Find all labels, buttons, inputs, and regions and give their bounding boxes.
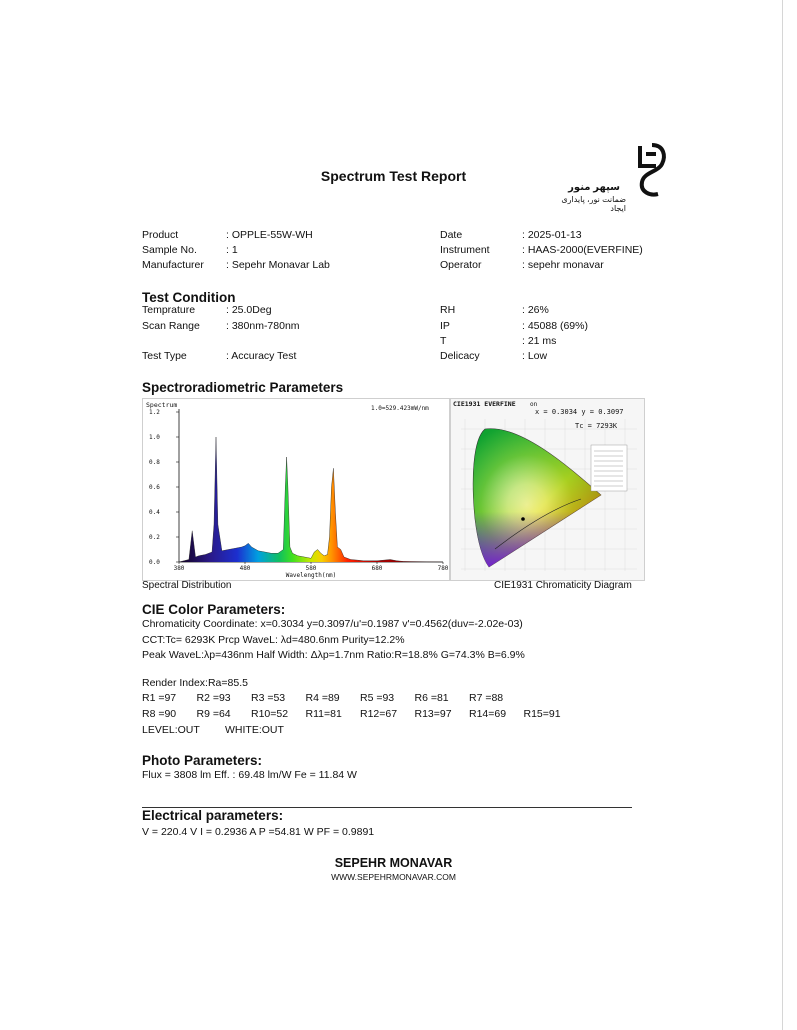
logo-text-secondary: ضمانت نور، پایداری ایجاد xyxy=(561,195,626,213)
cct-line: CCT:Tc= 6293K Prcp WaveL: λd=480.6nm Purity=12.2% xyxy=(142,634,405,646)
info-label: Date xyxy=(440,229,463,241)
spectro-heading: Spectroradiometric Parameters xyxy=(142,380,344,395)
photo-params-line: Flux = 3808 lm Eff. : 69.48 lm/W Fe = 11.84 W xyxy=(142,769,357,781)
x-tick-label: 680 xyxy=(371,565,383,572)
render-index-value: R14=69 xyxy=(469,708,507,720)
y-tick-label: 0.0 xyxy=(149,559,160,566)
chart-title: Spectrum xyxy=(146,401,178,409)
cie-header-suffix: on xyxy=(530,401,538,408)
render-index-value: R9 =64 xyxy=(196,708,231,720)
render-index-value: R5 =93 xyxy=(360,692,395,704)
info-value: : Accuracy Test xyxy=(226,350,297,362)
y-tick-label: 0.6 xyxy=(149,484,160,491)
info-value: : Low xyxy=(522,350,548,362)
render-index-value: R11=81 xyxy=(305,708,342,720)
cie-chromaticity-diagram xyxy=(450,398,645,581)
chromaticity-coordinate-line: Chromaticity Coordinate: x=0.3034 y=0.3097/u'=0.1987 v'=0.4562(duv=-2.02e-03) xyxy=(142,618,523,630)
info-value: : HAAS-2000(EVERFINE) xyxy=(522,244,643,256)
cie-legend-box xyxy=(591,445,627,491)
info-value: : 2025-01-13 xyxy=(522,229,582,241)
y-tick-labels xyxy=(149,409,179,566)
render-index-value: R12=67 xyxy=(360,708,398,720)
render-index-line: Render Index:Ra=85.5 xyxy=(142,677,248,689)
x-axis-label: Wavelength(nm) xyxy=(285,572,337,579)
company-logo xyxy=(546,140,670,213)
info-label: RH xyxy=(440,304,456,316)
info-label: Scan Range xyxy=(142,320,200,332)
chart-annotation: 1.0=529.423mW/nm xyxy=(371,405,429,412)
render-index-value: R8 =90 xyxy=(142,708,177,720)
info-label: Temprature xyxy=(142,304,196,316)
info-value: : 26% xyxy=(522,304,549,316)
info-value: : 380nm-780nm xyxy=(226,320,300,332)
info-label: Test Type xyxy=(142,350,187,362)
render-index-value: R13=97 xyxy=(414,708,452,720)
cie-diagram-plot xyxy=(451,399,644,580)
render-index-value: R2 =93 xyxy=(196,692,231,704)
render-index-value: R1 =97 xyxy=(142,692,177,704)
electrical-params-heading: Electrical parameters: xyxy=(142,808,284,823)
logo-emblem-icon xyxy=(634,142,668,198)
chromaticity-point xyxy=(521,517,525,521)
x-tick-label: 480 xyxy=(239,565,251,572)
y-tick-label: 0.4 xyxy=(149,509,160,516)
x-tick-label: 580 xyxy=(305,565,317,572)
info-value: : sepehr monavar xyxy=(522,259,604,271)
test-condition-heading: Test Condition xyxy=(142,290,236,305)
render-index-value: R15=91 xyxy=(523,708,561,720)
info-value: : 45088 (69%) xyxy=(522,320,588,332)
level-status: LEVEL:OUT xyxy=(142,724,200,736)
cie-coordinate-readout: x = 0.3034 y = 0.3097 xyxy=(535,408,624,416)
info-label: IP xyxy=(440,320,450,332)
render-index-value: R3 =53 xyxy=(251,692,286,704)
logo-text-primary: سپهر منور xyxy=(568,182,620,193)
render-index-value: R4 =89 xyxy=(305,692,340,704)
cie-diagram-caption: CIE1931 Chromaticity Diagram xyxy=(494,580,632,591)
info-value: : 1 xyxy=(226,244,238,256)
info-value: : 21 ms xyxy=(522,335,557,347)
electrical-params-line: V = 220.4 V I = 0.2936 A P =54.81 W PF = 0.9891 xyxy=(142,826,375,838)
info-value: : Sepehr Monavar Lab xyxy=(226,259,330,271)
render-index-value: R7 =88 xyxy=(469,692,504,704)
info-value: : 25.0Deg xyxy=(226,304,272,316)
render-index-value: R6 =81 xyxy=(414,692,449,704)
footer-website: WWW.SEPEHRMONAVAR.COM xyxy=(331,872,456,882)
peak-wavelength-line: Peak WaveL:λp=436nm Half Width: Δλp=1.7nm Ratio:R=18.8% G=74.3% B=6.9% xyxy=(142,649,525,661)
info-label: Instrument xyxy=(440,244,490,256)
spectral-distribution-chart xyxy=(142,398,450,581)
y-tick-label: 0.8 xyxy=(149,459,160,466)
white-status: WHITE:OUT xyxy=(225,724,284,736)
report-title: Spectrum Test Report xyxy=(320,168,467,184)
info-label: Delicacy xyxy=(440,350,480,362)
cie-tc-readout: Tc = 7293K xyxy=(575,422,618,430)
y-tick-label: 1.0 xyxy=(149,434,160,441)
info-label: Sample No. xyxy=(142,244,197,256)
x-tick-label: 780 xyxy=(437,565,449,572)
info-label: Product xyxy=(142,229,179,241)
x-tick-label: 380 xyxy=(173,565,185,572)
y-tick-label: 1.2 xyxy=(149,409,160,416)
cie-header: CIE1931 EVERFINE xyxy=(453,400,516,408)
photo-params-heading: Photo Parameters: xyxy=(142,753,263,768)
x-tick-labels xyxy=(174,562,449,572)
render-index-value: R10=52 xyxy=(251,708,289,720)
info-value: : OPPLE-55W-WH xyxy=(226,229,313,241)
info-label: T xyxy=(440,335,447,347)
y-tick-label: 0.2 xyxy=(149,534,160,541)
info-label: Operator xyxy=(440,259,482,271)
spectral-distribution-caption: Spectral Distribution xyxy=(142,580,232,591)
spectrum-area xyxy=(179,437,443,562)
cie-params-heading: CIE Color Parameters: xyxy=(142,602,286,617)
spectrum-plot xyxy=(143,399,449,580)
info-label: Manufacturer xyxy=(142,259,204,271)
electrical-separator-line xyxy=(142,807,632,808)
footer-company-name: SEPEHR MONAVAR xyxy=(334,856,453,870)
